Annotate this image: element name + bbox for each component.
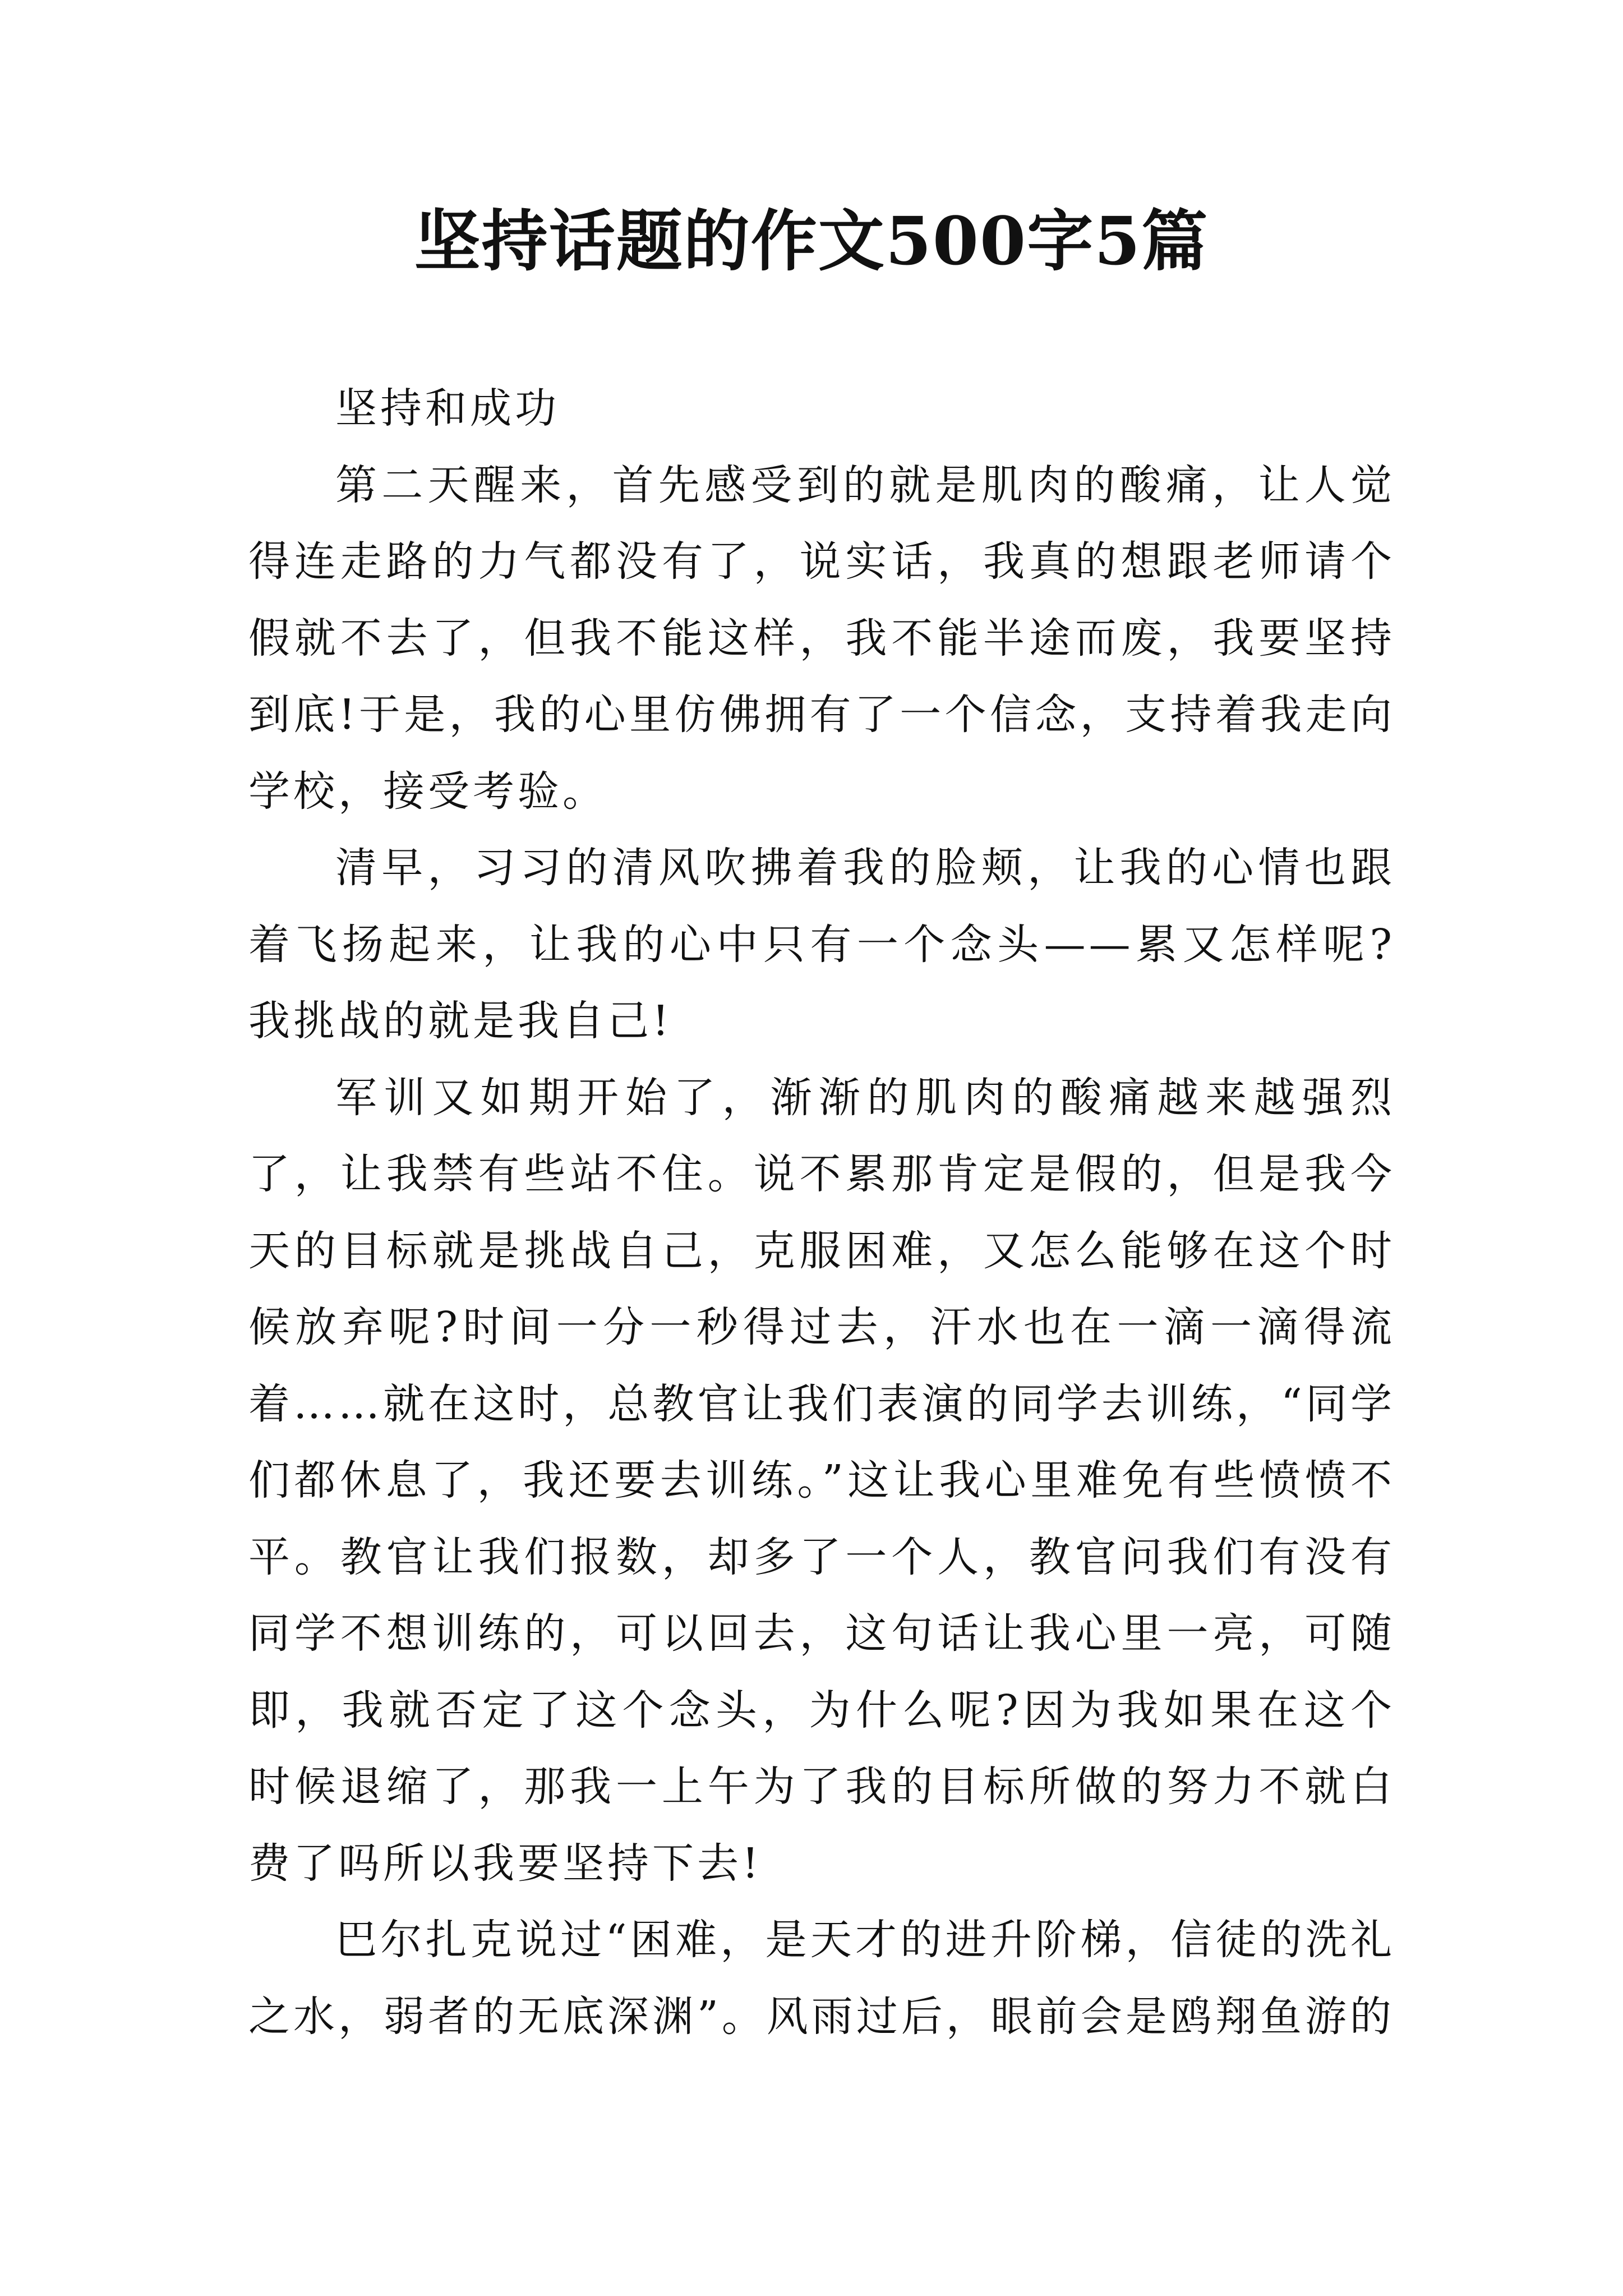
document-title: 坚持话题的作文500字5篇 [414,202,1209,280]
paragraph: 巴尔扎克说过“困难，是天才的进升阶梯，信徒的洗礼之水，弱者的无底深渊”。风雨过后，眼前会是鸥翔鱼游的 [248,1916,1395,2041]
paragraph: 军训又如期开始了，渐渐的肌肉的酸痛越来越强烈了，让我禁有些站不住。说不累那肯定是假的，但是我今天的目标就是挑战自己，克服困难，又怎么能够在这个时候放弃呢?时间一分一秒得过去，汗水也在一滴一滴得流着……就在这时，总教官让我们表演的同学去训练，“同学们都休息了，我还要去训练。”这让我心里难免有些愤愤不平。教官让我们报数，却多了一个人，教官问我们有没有同学不想训练的，可以回去，这句话让我心里一亮，可随即，我就否定了这个念头，为什么呢?因为我如果在这个时候退缩了，那我一上午为了我的目标所做的努力不就白费了吗所以我要坚持下去! [248,1073,1395,1888]
section-heading: 坚持和成功 [335,384,560,432]
document-body [248,370,1395,2055]
paragraph: 清早，习习的清风吹拂着我的脸颊，让我的心情也跟着飞扬起来，让我的心中只有一个念头——累又怎样呢?我挑战的就是我自己! [248,844,1395,1045]
paragraph: 第二天醒来，首先感受到的就是肌肉的酸痛，让人觉得连走路的力气都没有了，说实话，我真的想跟老师请个假就不去了，但我不能这样，我不能半途而废，我要坚持到底!于是，我的心里仿佛拥有了一个信念，支持着我走向学校，接受考验。 [248,461,1395,816]
